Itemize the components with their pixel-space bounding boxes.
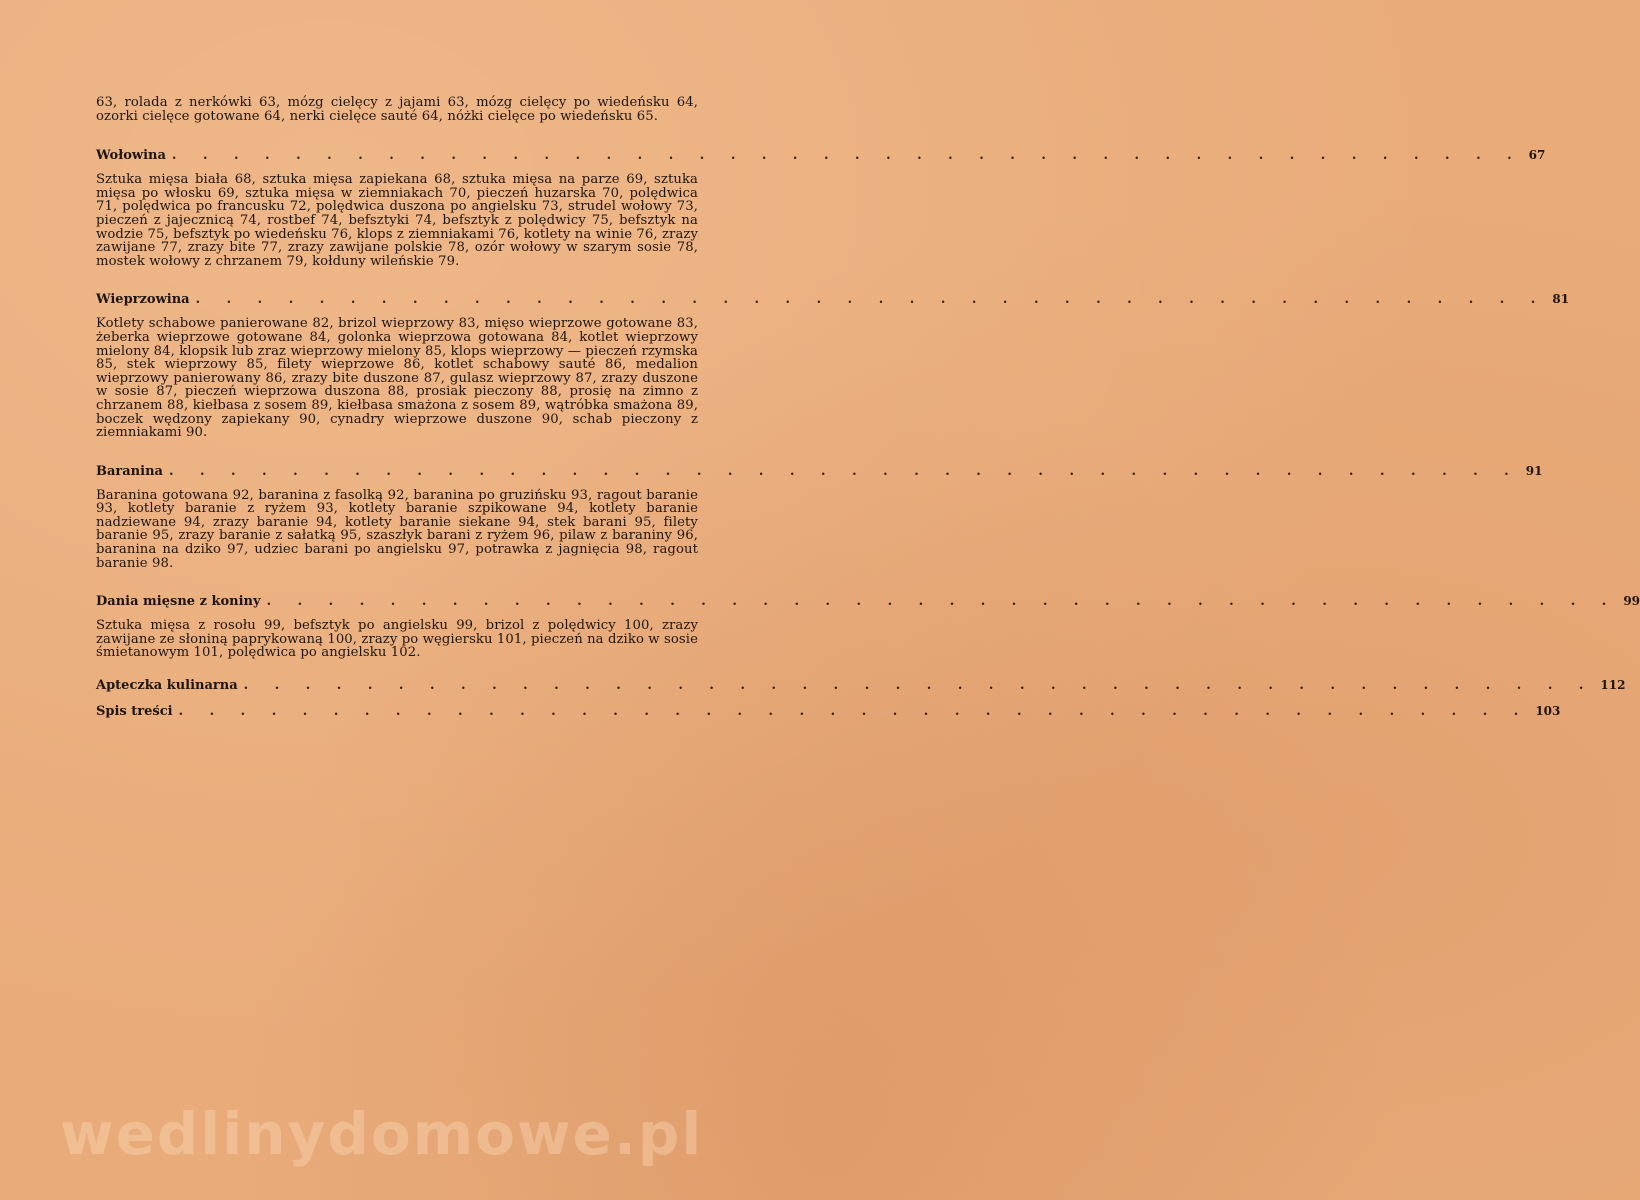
section-page-number: 99 bbox=[1623, 594, 1640, 609]
section-title: Baranina bbox=[96, 463, 163, 479]
leader-dots: . . . . . . . . . . . . . . . . . . . . . . . . . . . . . . . . . . . . . . . . . . . . bbox=[178, 704, 1530, 720]
section-title: Wołowina bbox=[96, 148, 166, 164]
section-title: Wieprzowina bbox=[96, 292, 190, 308]
section-heading-apteczka bbox=[96, 678, 1626, 694]
section-heading-spis-tresci bbox=[96, 704, 1561, 720]
section-page-number: 103 bbox=[1535, 704, 1561, 719]
section-entries-wolowina: Sztuka mięsa biała 68, sztuka mięsa zapiekana 68, sztuka mięsa na parze 69, sztuka mięsa po włosku 69, sztuka mięsa w ziemniakach 70, pieczeń huzarska 70, polędwica 71, polędwica po francusku 72, polędwica duszona po angielsku 73, strudel wołowy 73, pieczeń z jajecznicą 74, rostbef 74, befsztyki 74, befsztyk z polędwicy 75, befsztyk na wodzie 75, befsztyk po wiedeńsku 76, klops z ziemniakami 76, kotlety na winie 76, zrazy zawijane 77, zrazy bite 77, zrazy zawijane polskie 78, ozór wołowy w szarym sosie 78, mostek wołowy z chrzanem 79, kołduny wileńskie 79. bbox=[96, 172, 699, 269]
section-heading-wieprzowina bbox=[96, 292, 1570, 308]
intro-paragraph: 63, rolada z nerkówki 63, mózg cielęcy z jajami 63, mózg cielęcy po wiedeńsku 64, ozorki cielęce gotowane 64, nerki cielęce sauté 64, nóżki cielęce po wiedeńsku 65. bbox=[96, 95, 698, 124]
section-page-number: 91 bbox=[1525, 463, 1543, 478]
leader-dots: . . . . . . . . . . . . . . . . . . . . . . . . . . . . . . . . . . . . . . . . . . . . bbox=[168, 463, 1520, 479]
leader-dots: . . . . . . . . . . . . . . . . . . . . . . . . . . . . . . . . . . . . . . . . . . . . bbox=[243, 678, 1595, 694]
section-page-number: 81 bbox=[1552, 292, 1570, 307]
section-heading-wolowina bbox=[96, 148, 1546, 164]
section-entries-baranina: Baranina gotowana 92, baranina z fasolką 92, baranina po gruzińsku 93, ragout baranie 93, kotlety baranie z ryżem 93, kotlety baranie szpikowane 94, kotlety baranie nadziewane 94, zrazy baranie 94, kotlety baranie siekane 94, stek barani 95, filety baranie 95, zrazy baranie z sałatką 95, szaszłyk barani z ryżem 96, pilaw z baraniny 96, baranina na dziko 97, udziec barani po angielsku 97, potrawka z jagnięcia 98, ragout baranie 98. bbox=[96, 487, 698, 571]
leader-dots: . . . . . . . . . . . . . . . . . . . . . . . . . . . . . . . . . . . . . . . . . . . . bbox=[195, 292, 1547, 308]
leader-dots: . . . . . . . . . . . . . . . . . . . . . . . . . . . . . . . . . . . . . . . . . . . . bbox=[266, 594, 1618, 610]
section-entries-wieprzowina: Kotlety schabowe panierowane 82, brizol wieprzowy 83, mięso wieprzowe gotowane 83, żeberka wieprzowe gotowane 84, golonka wieprzowa gotowana 84, kotlet wieprzowy mielony 84, klopsik lub zraz wieprzowy mielony 85, klops wieprzowy — pieczeń rzymska 85, stek wieprzowy 85, filety wieprzowe 86, kotlet schabowy sauté 86, medalion wieprzowy panierowany 86, zrazy bite duszone 87, gulasz wieprzowy 87, zrazy duszone w sosie 87, pieczeń wieprzowa duszona 88, prosiak pieczony 88, prosię na zimno z chrzanem 88, kiełbasa z sosem 89, kiełbasa smażona z sosem 89, wątróbka smażona 89, boczek wędzony zapiekany 90, cynadry wieprzowe duszone 90, schab pieczony z ziemniakami 90. bbox=[96, 316, 698, 441]
section-title: Spis treści bbox=[96, 704, 173, 720]
section-page-number: 112 bbox=[1600, 678, 1626, 693]
section-title: Dania mięsne z koniny bbox=[96, 594, 261, 610]
section-heading-konina bbox=[96, 594, 1640, 610]
leader-dots: . . . . . . . . . . . . . . . . . . . . . . . . . . . . . . . . . . . . . . . . . . . . bbox=[171, 148, 1523, 164]
section-heading-baranina bbox=[96, 463, 1543, 480]
toc-page bbox=[96, 95, 1640, 720]
section-entries-konina: Sztuka mięsa z rosołu 99, befsztyk po angielsku 99, brizol z polędwicy 100, zrazy zawijane ze słoniną paprykowaną 100, zrazy po węgiersku 101, pieczeń na dziko w sosie śmietanowym 101, polędwica po angielsku 102. bbox=[96, 618, 698, 661]
site-watermark: wedlinydomowe.pl bbox=[60, 1100, 704, 1168]
section-title: Apteczka kulinarna bbox=[96, 678, 238, 694]
section-page-number: 67 bbox=[1528, 148, 1546, 163]
